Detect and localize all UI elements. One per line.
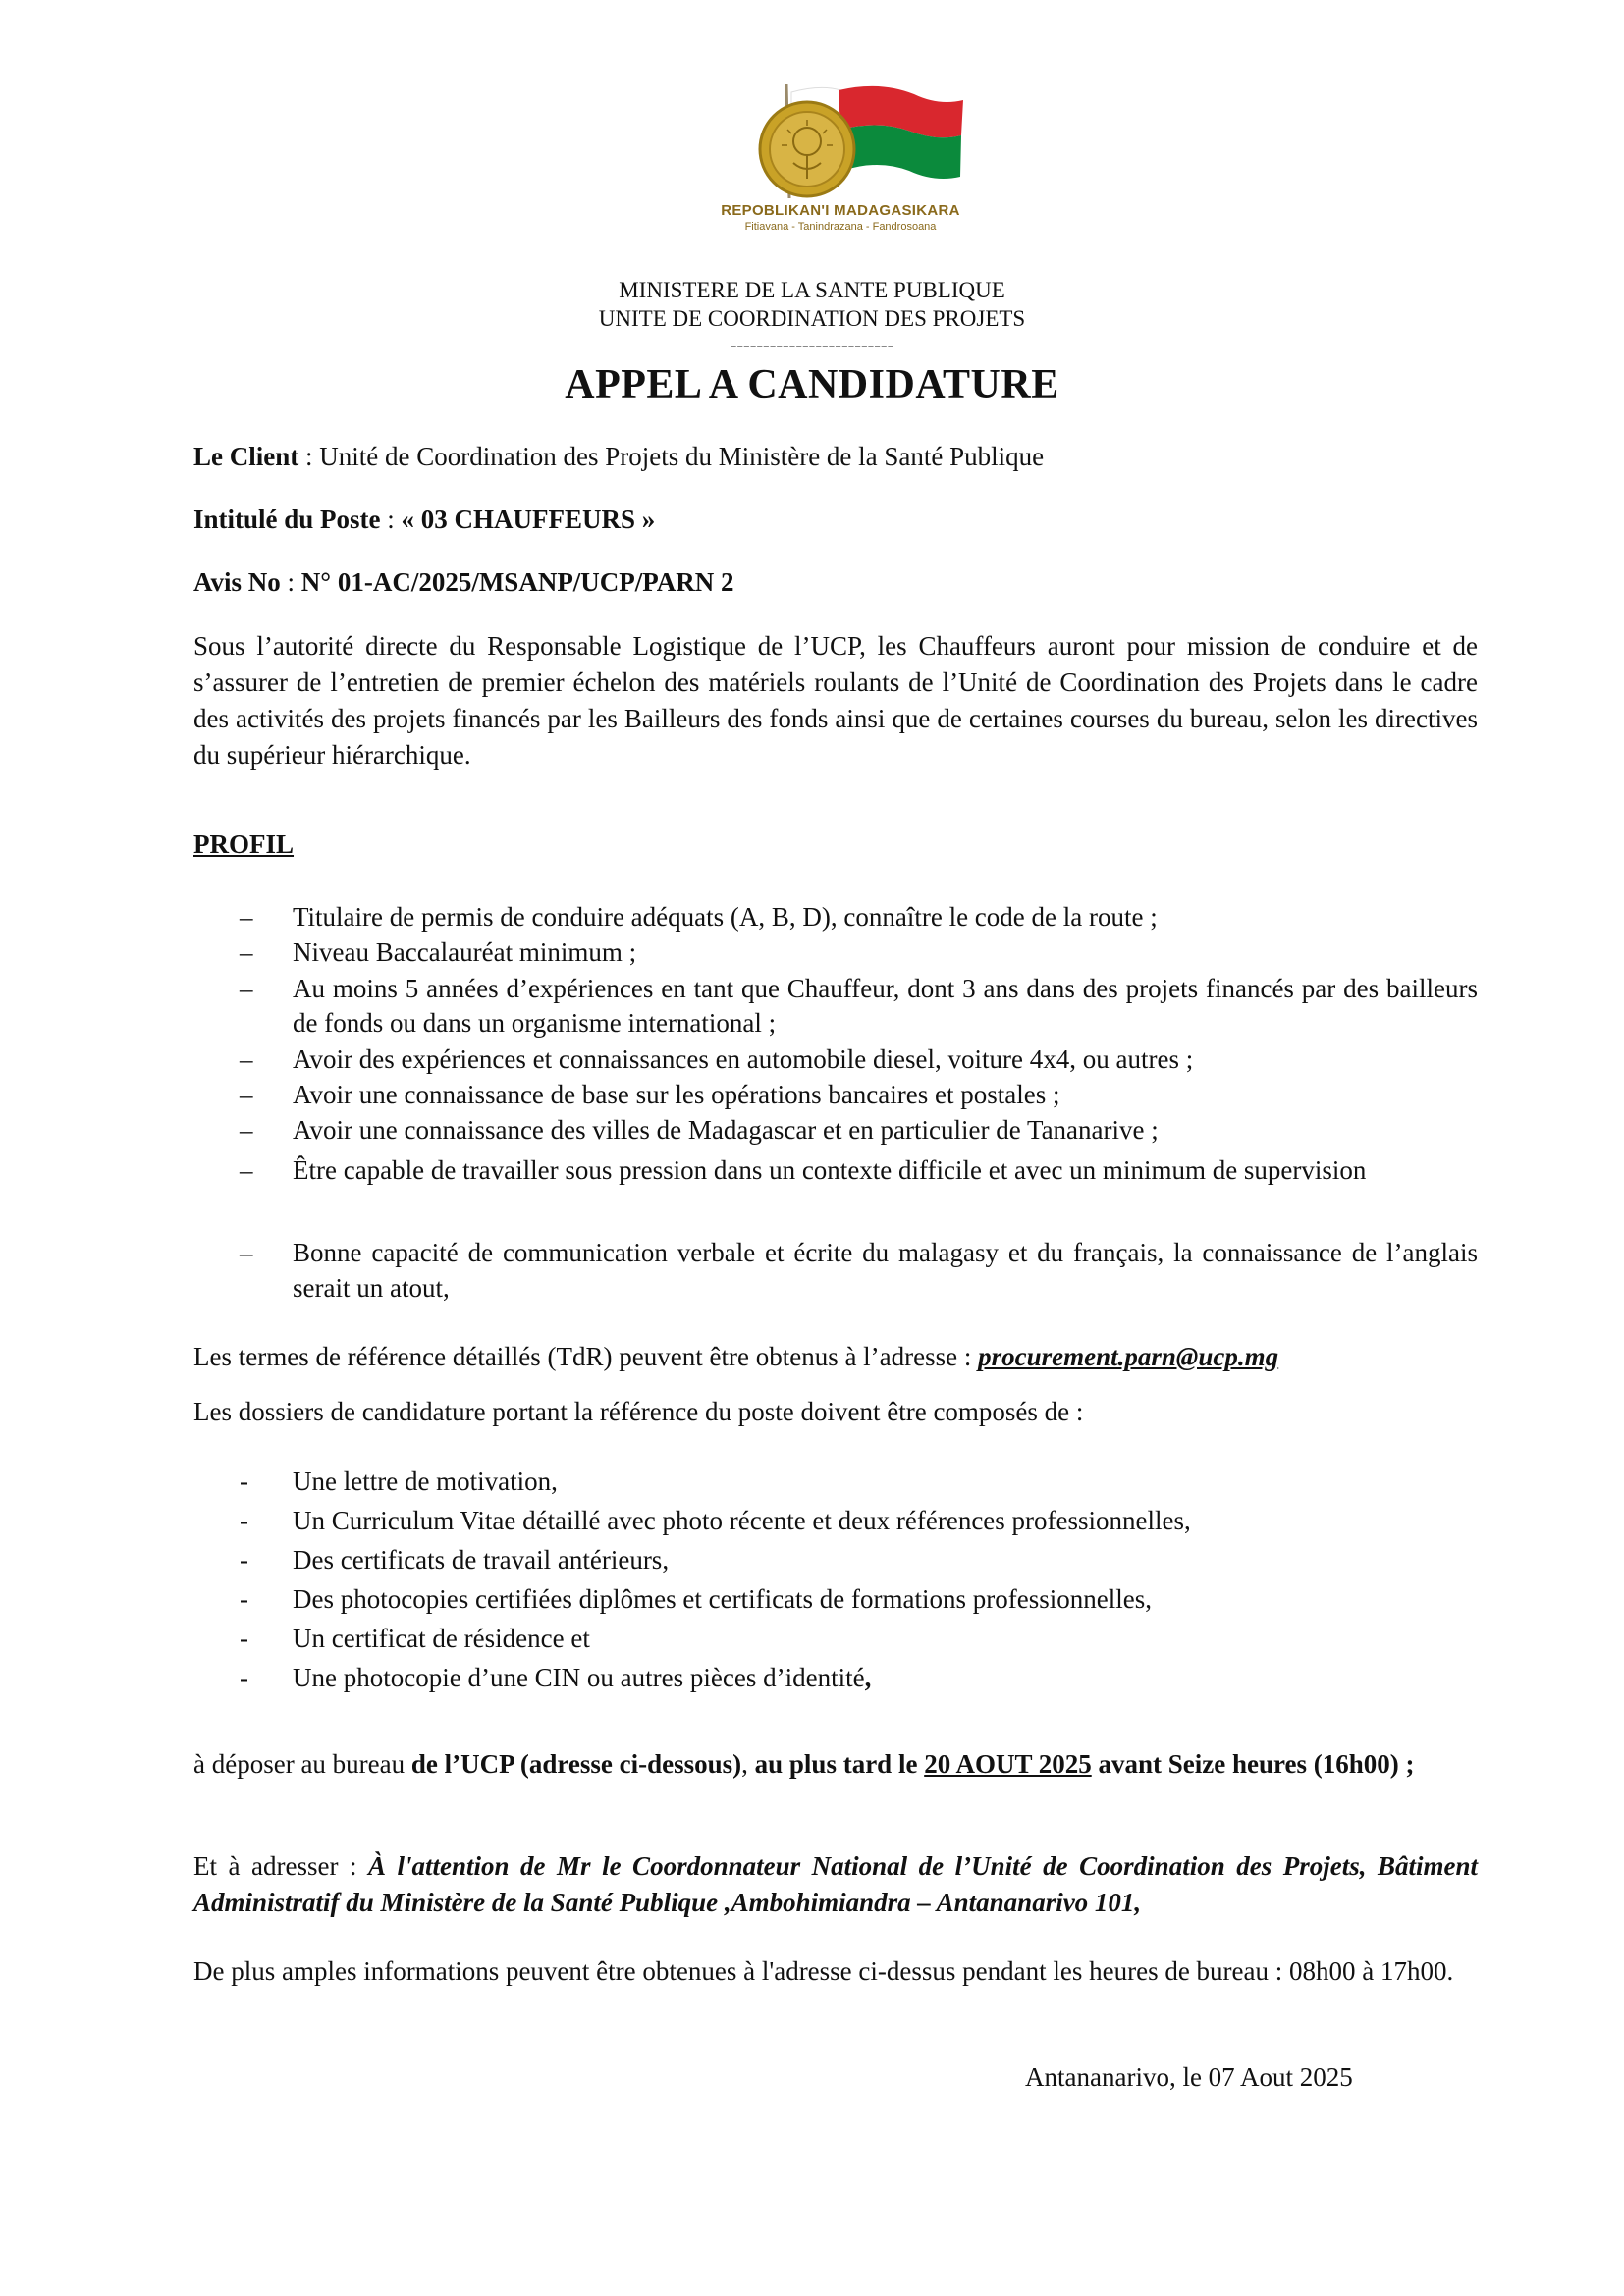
address-label: Et à adresser : <box>193 1851 368 1881</box>
poste-value: « 03 CHAUFFEURS » <box>401 505 656 534</box>
profil-item-7: Être capable de travailler sous pression dans un contexte difficile et avec un minimum de supervision <box>293 1155 1367 1185</box>
profil-item-6: Avoir une connaissance des villes de Madagascar et en particulier de Tananarive ; <box>293 1115 1159 1145</box>
bullet-hyphen: - <box>240 1467 248 1496</box>
flag-seal-emblem-icon <box>683 80 998 202</box>
contact-email-link[interactable]: procurement.parn@ucp.mg <box>978 1342 1279 1371</box>
bullet-dash: – <box>240 1080 253 1109</box>
bullet-dash: – <box>240 902 253 932</box>
deposit-paragraph: à déposer au bureau de l’UCP (adresse ci-dessous), au plus tard le 20 AOUT 2025 avant Seize heures (16h00) ; <box>193 1749 1415 1779</box>
poste-sep: : <box>380 505 402 534</box>
place-date-signature: Antananarivo, le 07 Aout 2025 <box>1025 2062 1353 2092</box>
bullet-hyphen: - <box>240 1624 248 1653</box>
profil-item-4: Avoir des expériences et connaissances en automobile diesel, voiture 4x4, ou autres ; <box>293 1044 1194 1074</box>
profil-item-1: Titulaire de permis de conduire adéquats (A, B, D), connaître le code de la route ; <box>293 902 1158 932</box>
profil-item-3: Au moins 5 années d’expériences en tant que Chauffeur, dont 3 ans dans des projets financés par des bailleurs de fonds ou dans un organisme international ; <box>293 974 1478 1038</box>
avis-label: Avis No <box>193 567 281 597</box>
address-paragraph <box>193 1848 1478 1921</box>
ministry-name: MINISTERE DE LA SANTE PUBLIQUE <box>619 278 1005 302</box>
logo-motto: Fitiavana - Tanindrazana - Fandrosoana <box>744 221 937 233</box>
profil-item-2: Niveau Baccalauréat minimum ; <box>293 937 637 967</box>
page-title: APPEL A CANDIDATURE <box>565 362 1059 407</box>
address-text: À l'attention de Mr le Coordonnateur National de l’Unité de Coordination des Projets, Bâtiment Administratif du Ministère de la Santé Publique ,Ambohimiandra – Antananarivo 101, <box>193 1851 1478 1917</box>
bullet-dash: – <box>240 1044 253 1074</box>
dossier-item-6: Une photocopie d’une CIN ou autres pièces d’identité, <box>293 1663 872 1692</box>
republic-logo <box>683 80 998 249</box>
bullet-hyphen: - <box>240 1545 248 1575</box>
profil-item-8: Bonne capacité de communication verbale et écrite du malagasy et du français, la connaissance de l’anglais serait un atout, <box>293 1238 1478 1303</box>
profil-heading: PROFIL <box>193 829 295 859</box>
dossier-item-4: Des photocopies certifiées diplômes et certificats de formations professionnelles, <box>293 1584 1152 1614</box>
client-label: Le Client <box>193 442 299 471</box>
deadline-date: 20 AOUT 2025 <box>924 1749 1092 1779</box>
info-paragraph: De plus amples informations peuvent être obtenues à l'adresse ci-dessus pendant les heures de bureau : 08h00 à 17h00. <box>193 1956 1454 1986</box>
tdr-line <box>193 1339 1278 1374</box>
avis-sep: : <box>280 567 301 597</box>
dossiers-intro: Les dossiers de candidature portant la référence du poste doivent être composés de : <box>193 1397 1084 1426</box>
dossier-item-3: Des certificats de travail antérieurs, <box>293 1545 670 1575</box>
intro-paragraph: Sous l’autorité directe du Responsable Logistique de l’UCP, les Chauffeurs auront pour mission de conduire et de s’assurer de l’entretien de premier échelon des matériels roulants de l’Unité de Coordination des Projets dans le cadre des activités des projets financés par les Bailleurs des fonds ainsi que de certaines courses du bureau, selon les directives du supérieur hiérarchique. <box>193 631 1478 770</box>
dossier-item-5: Un certificat de résidence et <box>293 1624 590 1653</box>
poste-label: Intitulé du Poste <box>193 505 381 534</box>
bullet-dash: – <box>240 1155 253 1185</box>
bullet-dash: – <box>240 937 253 967</box>
dossier-item-1: Une lettre de motivation, <box>293 1467 558 1496</box>
dossier-item-2: Un Curriculum Vitae détaillé avec photo récente et deux références professionnelles, <box>293 1506 1191 1535</box>
header-separator: ------------------------- <box>730 335 894 356</box>
client-value: : Unité de Coordination des Projets du Ministère de la Santé Publique <box>298 442 1045 471</box>
logo-country-name: REPOBLIKAN'I MADAGASIKARA <box>721 202 960 219</box>
tdr-text: Les termes de référence détaillés (TdR) peuvent être obtenus à l’adresse : <box>193 1342 979 1371</box>
unit-name: UNITE DE COORDINATION DES PROJETS <box>598 306 1026 331</box>
avis-line <box>193 564 734 600</box>
bullet-dash: – <box>240 1238 253 1267</box>
bullet-dash: – <box>240 974 253 1003</box>
poste-line <box>193 502 655 537</box>
bullet-hyphen: - <box>240 1584 248 1614</box>
profil-item-5: Avoir une connaissance de base sur les opérations bancaires et postales ; <box>293 1080 1060 1109</box>
bullet-hyphen: - <box>240 1663 248 1692</box>
bullet-dash: – <box>240 1115 253 1145</box>
dossier-item-6-comma: , <box>864 1663 872 1692</box>
bullet-hyphen: - <box>240 1506 248 1535</box>
client-line <box>193 439 1044 474</box>
avis-value: N° 01-AC/2025/MSANP/UCP/PARN 2 <box>300 567 734 597</box>
